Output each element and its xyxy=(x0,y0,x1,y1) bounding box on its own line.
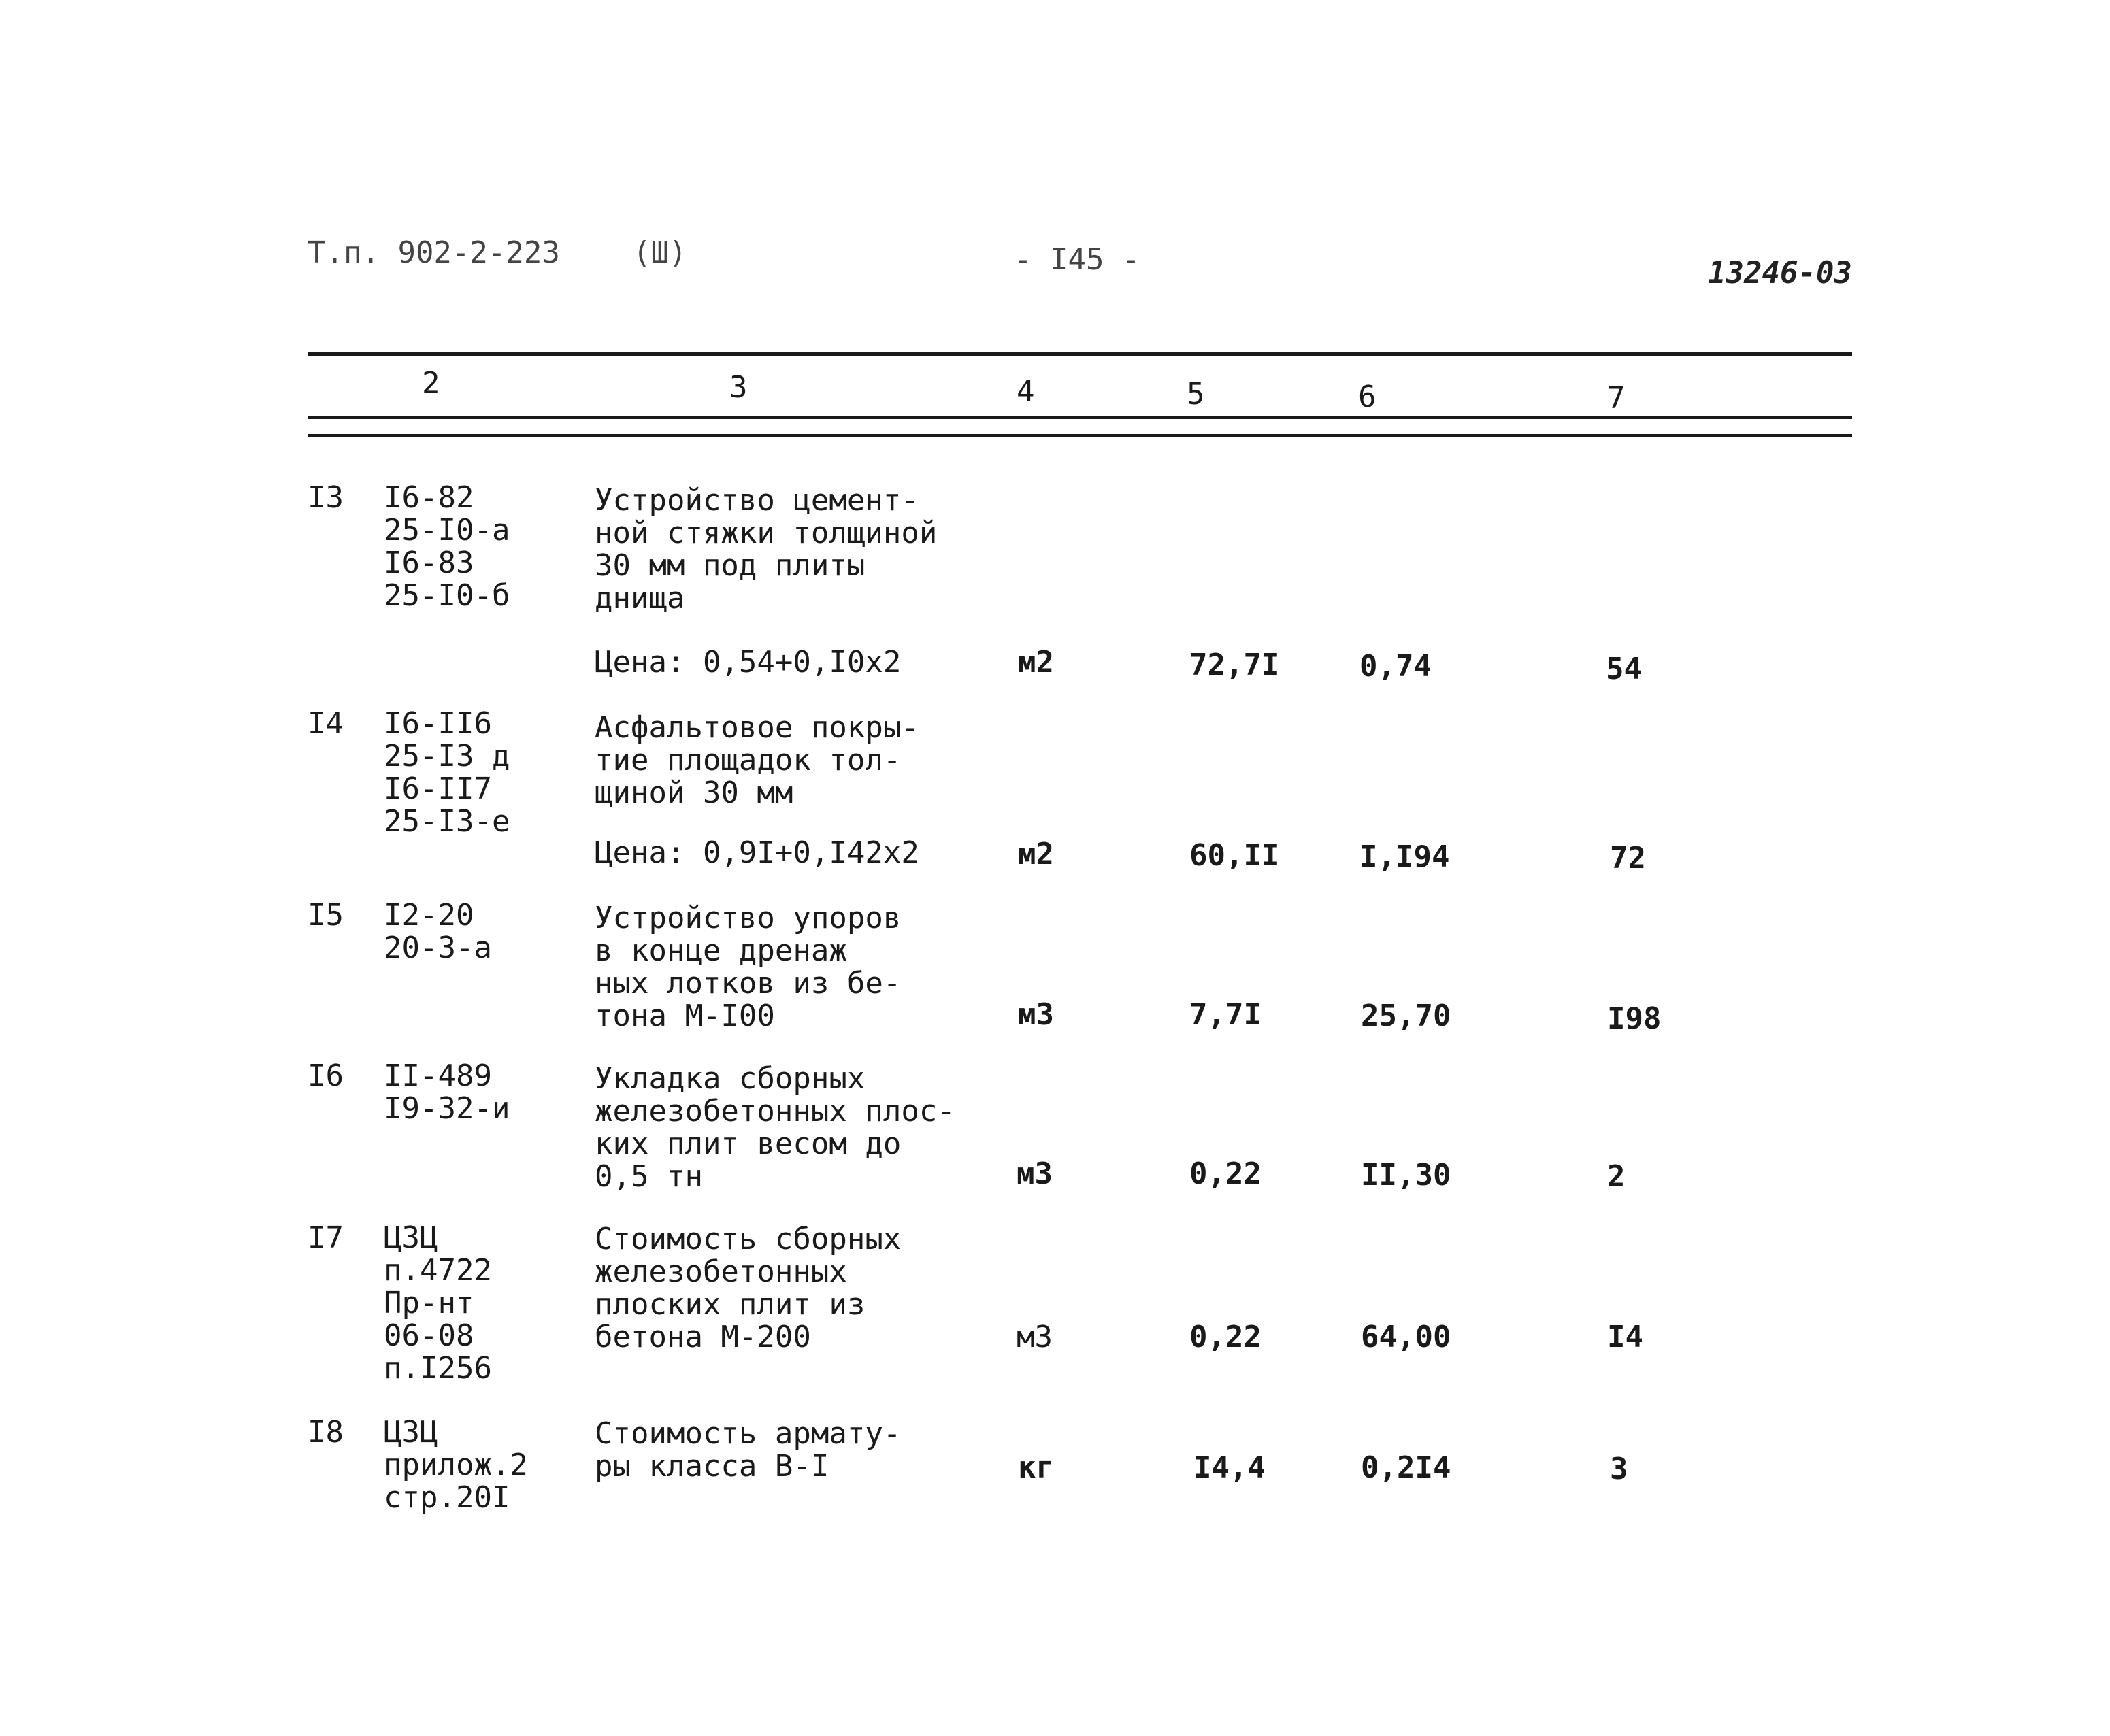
row-number: I3 xyxy=(308,480,344,515)
row-unit: м3 xyxy=(1018,997,1054,1032)
row-unit: м3 xyxy=(1017,1320,1053,1354)
column-header-3: 3 xyxy=(729,370,748,405)
row-codes: II-489 I9-32-и xyxy=(384,1058,510,1126)
row-price-formula: Цена: 0,9I+0,I42х2 xyxy=(595,835,919,870)
page-number: - I45 - xyxy=(1014,242,1140,277)
column-header-4: 4 xyxy=(1017,374,1035,409)
row-unit: м3 xyxy=(1017,1156,1053,1191)
row-codes: ЦЗЦ прилож.2 стр.20I xyxy=(384,1415,528,1515)
row-number: I4 xyxy=(308,706,344,741)
top-rule xyxy=(308,352,1852,356)
row-unit: м2 xyxy=(1018,837,1054,871)
row-total: 54 xyxy=(1606,652,1642,686)
header-bottom-rule-2 xyxy=(308,434,1852,437)
row-codes: I6-II6 25-I3 д I6-II7 25-I3-е xyxy=(384,706,510,839)
column-header-2: 2 xyxy=(422,366,440,401)
row-description: Стоимость сборных железобетонных плоских плит из бетона М-200 xyxy=(595,1222,902,1354)
row-unit-price: 0,74 xyxy=(1359,649,1432,684)
document-reference: Т.п. 902-2-223 xyxy=(308,235,560,270)
row-number: I5 xyxy=(308,898,344,933)
row-description: Устройство упоров в конце дренаж ных лотков из бе- тона М-I00 xyxy=(595,901,902,1033)
row-quantity: 0,22 xyxy=(1189,1320,1262,1354)
row-description: Укладка сборных железобетонных плос- ких плит весом до 0,5 тн xyxy=(595,1061,955,1194)
row-quantity: 7,7I xyxy=(1189,997,1262,1032)
row-total: I98 xyxy=(1607,1001,1662,1036)
row-unit-price: 25,70 xyxy=(1361,999,1451,1033)
column-header-5: 5 xyxy=(1187,377,1205,412)
row-description: Асфальтовое покры- тие площадок тол- щиной 30 мм xyxy=(595,710,919,810)
row-total: I4 xyxy=(1607,1320,1643,1354)
row-codes: I2-20 20-3-а xyxy=(384,898,492,965)
row-codes: ЦЗЦ п.4722 Пр-нт 06-08 п.I256 xyxy=(384,1220,492,1386)
archive-stamp: 13246-03 xyxy=(1708,256,1852,290)
row-description: Устройство цемент- ной стяжки толщиной 30 мм под плиты днища xyxy=(595,483,938,616)
row-total: 72 xyxy=(1610,841,1646,875)
row-quantity: 72,7I xyxy=(1189,648,1280,682)
column-header-7: 7 xyxy=(1607,381,1626,416)
row-number: I8 xyxy=(308,1415,344,1450)
row-unit-price: 64,00 xyxy=(1361,1320,1451,1354)
row-quantity: I4,4 xyxy=(1193,1450,1266,1485)
row-unit: м2 xyxy=(1018,645,1054,680)
row-quantity: 60,II xyxy=(1189,838,1280,873)
header-bottom-rule xyxy=(308,416,1852,419)
row-quantity: 0,22 xyxy=(1189,1156,1262,1191)
row-total: 2 xyxy=(1607,1159,1626,1194)
row-total: 3 xyxy=(1610,1452,1628,1486)
column-header-6: 6 xyxy=(1358,380,1377,414)
row-price-formula: Цена: 0,54+0,I0х2 xyxy=(595,645,902,680)
row-number: I6 xyxy=(308,1058,344,1093)
document-part: (Ш) xyxy=(633,235,687,270)
row-codes: I6-82 25-I0-а I6-83 25-I0-б xyxy=(384,480,510,613)
row-unit-price: II,30 xyxy=(1361,1158,1451,1192)
row-number: I7 xyxy=(308,1220,344,1255)
row-description: Стоимость армату- ры класса В-I xyxy=(595,1416,902,1484)
row-unit-price: 0,2I4 xyxy=(1361,1450,1451,1485)
row-unit: кг xyxy=(1018,1450,1054,1485)
row-unit-price: I,I94 xyxy=(1359,839,1450,874)
